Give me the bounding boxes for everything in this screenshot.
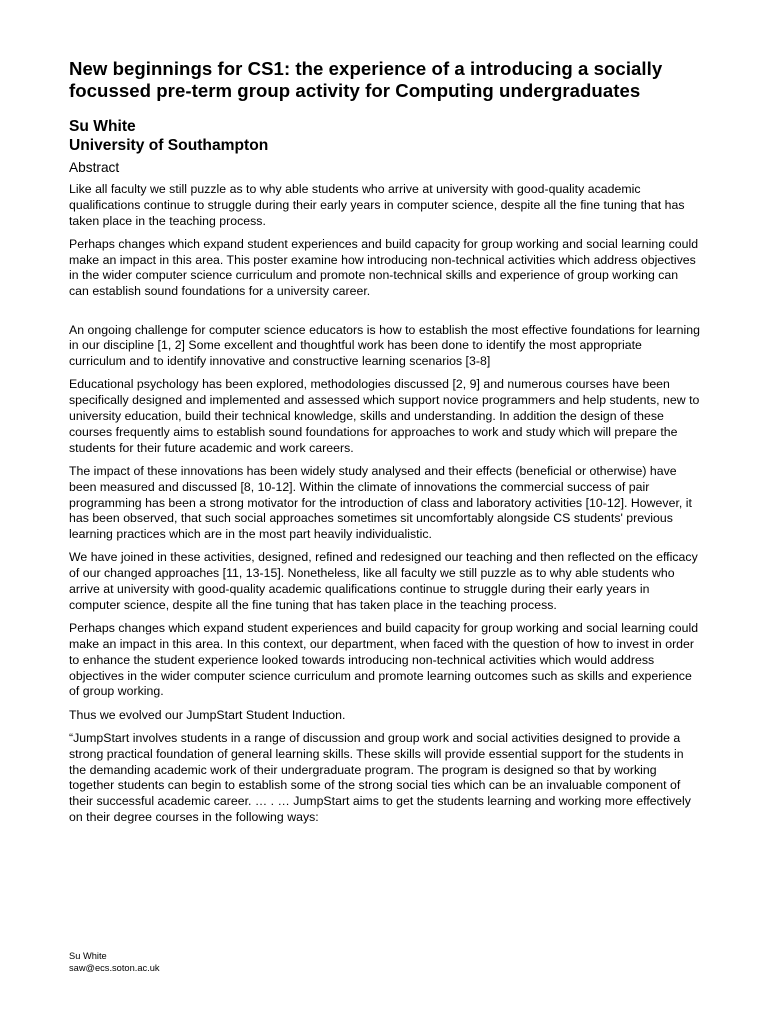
body-paragraph: The impact of these innovations has been widely study analysed and their effects (beneficial or otherwise) have been measured and discussed [8, 10-12]. Within the climate of innovations the commercial success of pair programming has been a strong motivator for the introduction of class and laboratory activities [10-12]. However, it has been observed, that such social approaches sometimes sit uncomfortably alongside CS students' previous learning practices which are in the most part heavily individualistic. — [69, 463, 692, 542]
abstract-paragraph: Like all faculty we still puzzle as to why able students who arrive at university with good-quality academic qualifications continue to struggle during their early years in computer science, despite all the fine tuning that has taken place in the teaching process. — [69, 182, 685, 228]
footer-author-name: Su White — [69, 951, 107, 961]
body-paragraph: Perhaps changes which expand student experiences and build capacity for group working and social learning could make an impact in this area. In this context, our department, when faced with the question of how to invest in order to enhance the student experience looked towards introducing non-technical activities which would address objectives in the wider computer science curriculum and promote learning outcomes such as skills and experience of group working. — [69, 621, 699, 699]
body-paragraph: Thus we evolved our JumpStart Student Induction. — [69, 707, 346, 722]
body-paragraph: An ongoing challenge for computer science educators is how to establish the most effective foundations for learning in our discipline [1, 2] Some excellent and thoughtful work has been done to identify the most appropriate curriculum and to identify innovative and constructive learning scenarios [3-8] — [69, 322, 700, 369]
page-footer — [69, 951, 160, 974]
abstract-heading: Abstract — [69, 160, 120, 175]
abstract-paragraph: Perhaps changes which expand student experiences and build capacity for group working and social learning could make an impact in this area. This poster examine how introducing non-technical activities which address objectives in the wider computer science curriculum and promote non-technical skills and experience of group working can can establish sound foundations for a university career. — [69, 236, 699, 299]
paper-title: New beginnings for CS1: the experience of a introducing a socially focussed pre-term group activity for Computing undergraduates — [69, 58, 663, 101]
author-name: Su White — [69, 118, 136, 135]
author-affiliation: University of Southampton — [69, 137, 269, 154]
paper-page — [69, 58, 701, 833]
body-paragraph: Educational psychology has been explored, methodologies discussed [2, 9] and numerous courses have been specifically designed and implemented and assessed which support novice programmers and help students, new to university education, build their technical knowledge, skills and understanding. In addition the design of these courses frequently aims to establish sound foundations for approaches to work and study which will prepare the students for their future academic and work careers. — [69, 377, 700, 455]
body-paragraph: “JumpStart involves students in a range of discussion and group work and social activities designed to provide a strong practical foundation of general learning skills. These skills will provide essential support for the students in the demanding academic work of their undergraduate program. The program is designed so that by working together students can begin to establish some of the strong social ties which can be an invaluable component of their successful academic career. … . … JumpStart aims to get the students learning and working more effectively on their degree courses in the following ways: — [69, 730, 691, 824]
body-paragraph: We have joined in these activities, designed, refined and redesigned our teaching and then reflected on the efficacy of our changed approaches [11, 13-15]. Nonetheless, like all faculty we still puzzle as to why able students who arrive at university with good-quality academic qualifications continue to struggle during their early years in computer science, despite all the fine tuning that has taken place in the teaching process. — [69, 550, 698, 612]
section-spacer — [69, 308, 701, 323]
footer-email: saw@ecs.soton.ac.uk — [69, 962, 160, 973]
